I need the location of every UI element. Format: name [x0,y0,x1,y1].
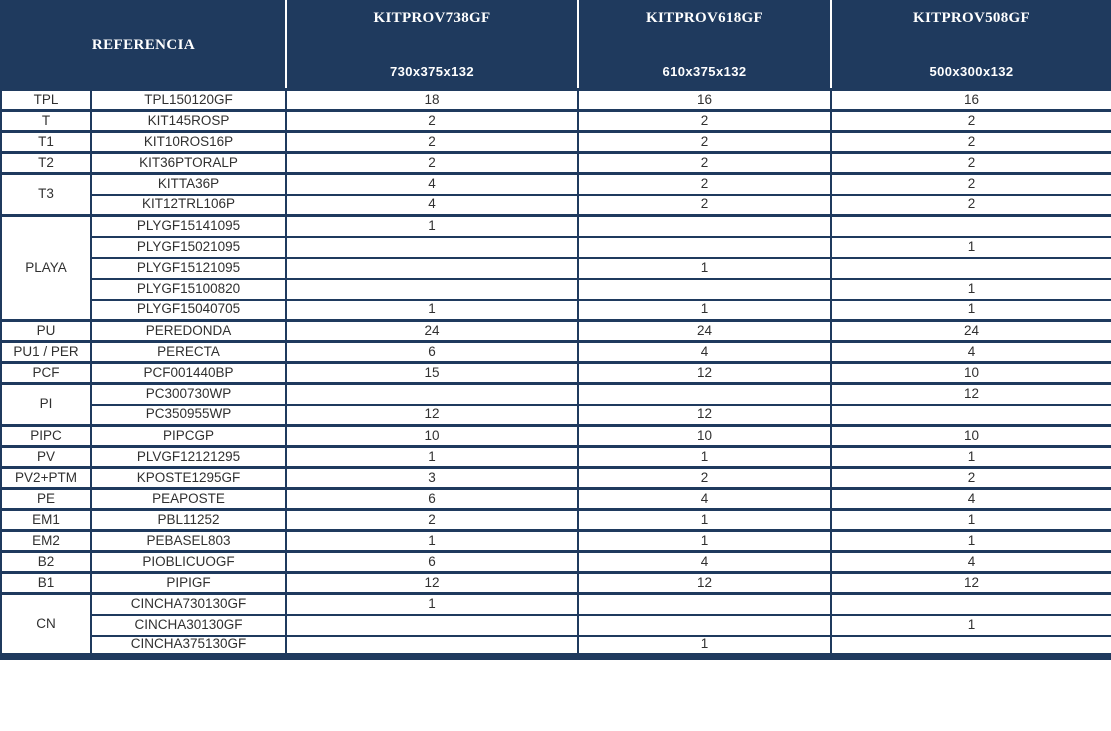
reference-code: KPOSTE1295GF [91,468,286,489]
quantity-cell: 16 [578,90,831,111]
table-row [1,279,1111,300]
quantity-cell: 4 [831,489,1111,510]
quantity-cell: 2 [578,153,831,174]
quantity-cell: 24 [831,321,1111,342]
quantity-cell: 2 [286,132,578,153]
reference-code: KIT10ROS16P [91,132,286,153]
table-row [1,174,1111,195]
reference-code: PIPCGP [91,426,286,447]
kit-dimensions: 500x300x132 [929,64,1014,79]
table-row [1,615,1111,636]
table-row [1,300,1111,321]
quantity-cell: 4 [286,174,578,195]
reference-code: PLYGF15021095 [91,237,286,258]
quantity-cell [578,216,831,237]
quantity-cell: 1 [286,594,578,615]
quantity-cell: 3 [286,468,578,489]
quantity-cell: 1 [831,447,1111,468]
kit-dimensions: 610x375x132 [662,64,747,79]
quantity-cell: 6 [286,552,578,573]
quantity-cell: 1 [578,531,831,552]
quantity-cell: 10 [831,426,1111,447]
quantity-cell [578,237,831,258]
quantity-cell: 1 [286,531,578,552]
quantity-cell: 12 [578,363,831,384]
quantity-cell: 2 [286,111,578,132]
kit-column-header-kitprov618gf [578,1,831,90]
quantity-cell: 2 [578,111,831,132]
group-label: PI [1,384,91,426]
quantity-cell: 18 [286,90,578,111]
quantity-cell: 2 [831,153,1111,174]
quantity-cell: 10 [286,426,578,447]
reference-code: PLVGF12121295 [91,447,286,468]
quantity-cell: 1 [831,531,1111,552]
group-label: EM2 [1,531,91,552]
quantity-cell: 12 [578,405,831,426]
quantity-cell [831,216,1111,237]
kit-name: KITPROV618GF [646,10,763,26]
table-row [1,153,1111,174]
reference-code: PIOBLICUOGF [91,552,286,573]
quantity-cell: 1 [578,300,831,321]
quantity-cell [831,594,1111,615]
quantity-cell: 12 [831,384,1111,405]
quantity-cell: 12 [286,573,578,594]
quantity-cell: 10 [831,363,1111,384]
group-label: T2 [1,153,91,174]
quantity-cell: 16 [831,90,1111,111]
reference-code: KIT12TRL106P [91,195,286,216]
table-row [1,237,1111,258]
quantity-cell [578,615,831,636]
quantity-cell: 10 [578,426,831,447]
table-row [1,384,1111,405]
table-row [1,468,1111,489]
quantity-cell: 1 [831,510,1111,531]
group-label: B1 [1,573,91,594]
reference-code: KIT145ROSP [91,111,286,132]
table-row [1,489,1111,510]
group-label: EM1 [1,510,91,531]
header-row [1,1,1111,90]
kit-header-content [579,10,830,79]
reference-code: TPL150120GF [91,90,286,111]
reference-code: PERECTA [91,342,286,363]
table-row [1,216,1111,237]
referencia-column-header [1,1,286,90]
kit-header-content [287,10,577,79]
quantity-cell: 1 [831,300,1111,321]
quantity-cell [286,636,578,657]
table-row [1,132,1111,153]
table-body [1,90,1111,657]
reference-code: PLYGF15141095 [91,216,286,237]
group-label: PE [1,489,91,510]
table-row [1,363,1111,384]
quantity-cell: 24 [578,321,831,342]
reference-code: PLYGF15121095 [91,258,286,279]
group-label: PV2+PTM [1,468,91,489]
quantity-cell: 2 [831,468,1111,489]
reference-code: PC300730WP [91,384,286,405]
table-row [1,342,1111,363]
group-label: PCF [1,363,91,384]
quantity-cell [578,279,831,300]
quantity-cell: 4 [578,552,831,573]
reference-code: KITTA36P [91,174,286,195]
quantity-cell: 2 [286,153,578,174]
reference-code: PEBASEL803 [91,531,286,552]
quantity-cell: 12 [286,405,578,426]
quantity-cell: 1 [831,237,1111,258]
quantity-cell: 6 [286,489,578,510]
reference-code: PIPIGF [91,573,286,594]
table-row [1,510,1111,531]
quantity-cell [286,384,578,405]
quantity-cell: 4 [578,489,831,510]
table-row [1,258,1111,279]
quantity-cell: 1 [286,216,578,237]
quantity-cell: 1 [831,279,1111,300]
quantity-cell: 24 [286,321,578,342]
group-label: TPL [1,90,91,111]
group-label: PV [1,447,91,468]
table-row [1,573,1111,594]
reference-code: PLYGF15100820 [91,279,286,300]
quantity-cell: 12 [831,573,1111,594]
reference-code: CINCHA730130GF [91,594,286,615]
reference-code: PLYGF15040705 [91,300,286,321]
kit-header-content [832,10,1111,79]
quantity-cell: 2 [831,195,1111,216]
table-row [1,321,1111,342]
quantity-cell: 6 [286,342,578,363]
kit-name: KITPROV508GF [913,10,1030,26]
quantity-cell: 1 [286,447,578,468]
quantity-cell [286,279,578,300]
quantity-cell [578,594,831,615]
reference-code: PEAPOSTE [91,489,286,510]
quantity-cell: 2 [578,174,831,195]
table-row [1,405,1111,426]
table-row [1,426,1111,447]
table-row [1,90,1111,111]
reference-code: KIT36PTORALP [91,153,286,174]
referencia-label: REFERENCIA [91,36,196,53]
group-label: B2 [1,552,91,573]
quantity-cell: 15 [286,363,578,384]
reference-code: PCF001440BP [91,363,286,384]
quantity-cell: 1 [578,636,831,657]
quantity-cell: 1 [831,615,1111,636]
kit-column-header-kitprov508gf [831,1,1111,90]
table-row [1,531,1111,552]
kit-column-header-kitprov738gf [286,1,578,90]
quantity-cell: 2 [578,195,831,216]
quantity-cell: 1 [286,300,578,321]
table-row [1,111,1111,132]
quantity-cell: 4 [831,342,1111,363]
quantity-cell: 4 [831,552,1111,573]
quantity-cell: 2 [831,132,1111,153]
quantity-cell [578,384,831,405]
quantity-cell [286,258,578,279]
quantity-cell: 1 [578,510,831,531]
quantity-cell: 4 [286,195,578,216]
reference-code: CINCHA375130GF [91,636,286,657]
table-row [1,636,1111,657]
group-label: CN [1,594,91,657]
group-label: PU [1,321,91,342]
quantity-cell [831,636,1111,657]
reference-code: CINCHA30130GF [91,615,286,636]
quantity-cell [286,237,578,258]
kit-dimensions: 730x375x132 [390,64,474,79]
quantity-cell: 1 [578,447,831,468]
group-label: T1 [1,132,91,153]
table-row [1,594,1111,615]
group-label: PIPC [1,426,91,447]
quantity-cell [831,405,1111,426]
quantity-cell: 2 [831,174,1111,195]
group-label: PU1 / PER [1,342,91,363]
group-label: PLAYA [1,216,91,321]
quantity-cell [286,615,578,636]
group-label: T [1,111,91,132]
quantity-cell: 12 [578,573,831,594]
reference-code: PBL11252 [91,510,286,531]
quantity-cell: 2 [578,132,831,153]
quantity-cell [831,258,1111,279]
quantity-cell: 4 [578,342,831,363]
quantity-cell: 2 [286,510,578,531]
group-label: T3 [1,174,91,216]
table-row [1,195,1111,216]
quantity-cell: 2 [831,111,1111,132]
quantity-cell: 2 [578,468,831,489]
table-row [1,552,1111,573]
table-row [1,447,1111,468]
kit-name: KITPROV738GF [373,10,491,26]
reference-code: PEREDONDA [91,321,286,342]
quantity-cell: 1 [578,258,831,279]
reference-code: PC350955WP [91,405,286,426]
